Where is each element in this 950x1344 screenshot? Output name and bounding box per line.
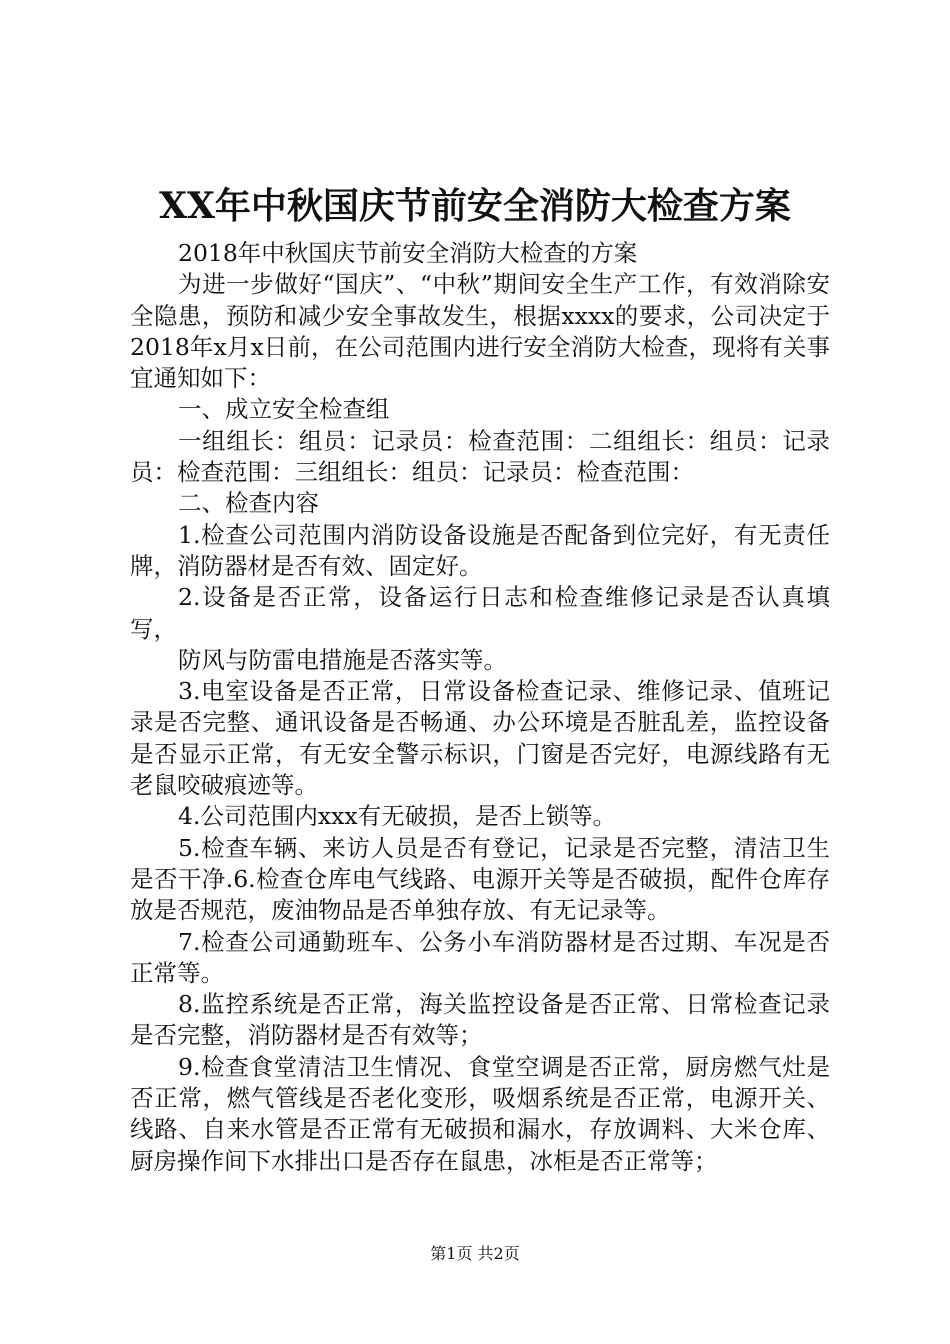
section-heading-2: 二、检查内容 bbox=[178, 489, 319, 518]
item-2-continued-paragraph: 防风与防雷电措施是否落实等。 bbox=[178, 645, 507, 674]
section-heading-1: 一、成立安全检查组 bbox=[178, 395, 390, 424]
item-7-paragraph: 7.检查公司通勤班车、公务小车消防器材是否过期、车况是否正常等。 bbox=[130, 927, 830, 987]
item-1-paragraph: 1.检查公司范围内消防设备设施是否配备到位完好，有无责任牌，消防器材是否有效、固定好。 bbox=[130, 520, 830, 580]
item-3-paragraph: 3.电室设备是否正常，日常设备检查记录、维修记录、值班记录是否完整、通讯设备是否畅通、办公环境是否脏乱差，监控设备是否显示正常，有无安全警示标识，门窗是否完好，电源线路有无老鼠咬破痕迹等。 bbox=[130, 677, 830, 800]
item-9-paragraph: 9.检查食堂清洁卫生情况、食堂空调是否正常，厨房燃气灶是否正常，燃气管线是否老化变形，吸烟系统是否正常，电源开关、线路、自来水管是否正常有无破损和漏水，存放调料、大米仓库、厨房操作间下水排出口是否存在鼠患，冰柜是否正常等； bbox=[130, 1052, 830, 1175]
page-footer: 第1页 共2页 bbox=[430, 1244, 520, 1263]
item-2-paragraph: 2.设备是否正常，设备运行日志和检查维修记录是否认真填写， bbox=[130, 583, 830, 643]
subtitle-paragraph: 2018年中秋国庆节前安全消防大检查的方案 bbox=[178, 239, 638, 267]
group-list-paragraph: 一组组长：组员：记录员：检查范围：二组组长：组员：记录员：检查范围：三组组长：组员：记录员：检查范围： bbox=[130, 426, 830, 487]
item-4-paragraph: 4.公司范围内xxx有无破损，是否上锁等。 bbox=[178, 802, 617, 831]
item-5-6-paragraph: 5.检查车辆、来访人员是否有登记，记录是否完整，清洁卫生是否干净.6.检查仓库电气线路、电源开关等是否破损，配件仓库存放是否规范，废油物品是否单独存放、有无记录等。 bbox=[130, 833, 830, 925]
item-8-paragraph: 8.监控系统是否正常，海关监控设备是否正常、日常检查记录是否完整，消防器材是否有效等； bbox=[130, 990, 830, 1050]
intro-paragraph: 为进一步做好“国庆”、“中秋”期间安全生产工作，有效消除安全隐患，预防和减少安全事故发生，根据xxxx的要求，公司决定于2018年x月x日前，在公司范围内进行安全消防大检查，现将有关事宜通知如下： bbox=[130, 270, 830, 393]
document-title: XX年中秋国庆节前安全消防大检查方案 bbox=[159, 185, 791, 227]
document-body bbox=[130, 238, 830, 1177]
